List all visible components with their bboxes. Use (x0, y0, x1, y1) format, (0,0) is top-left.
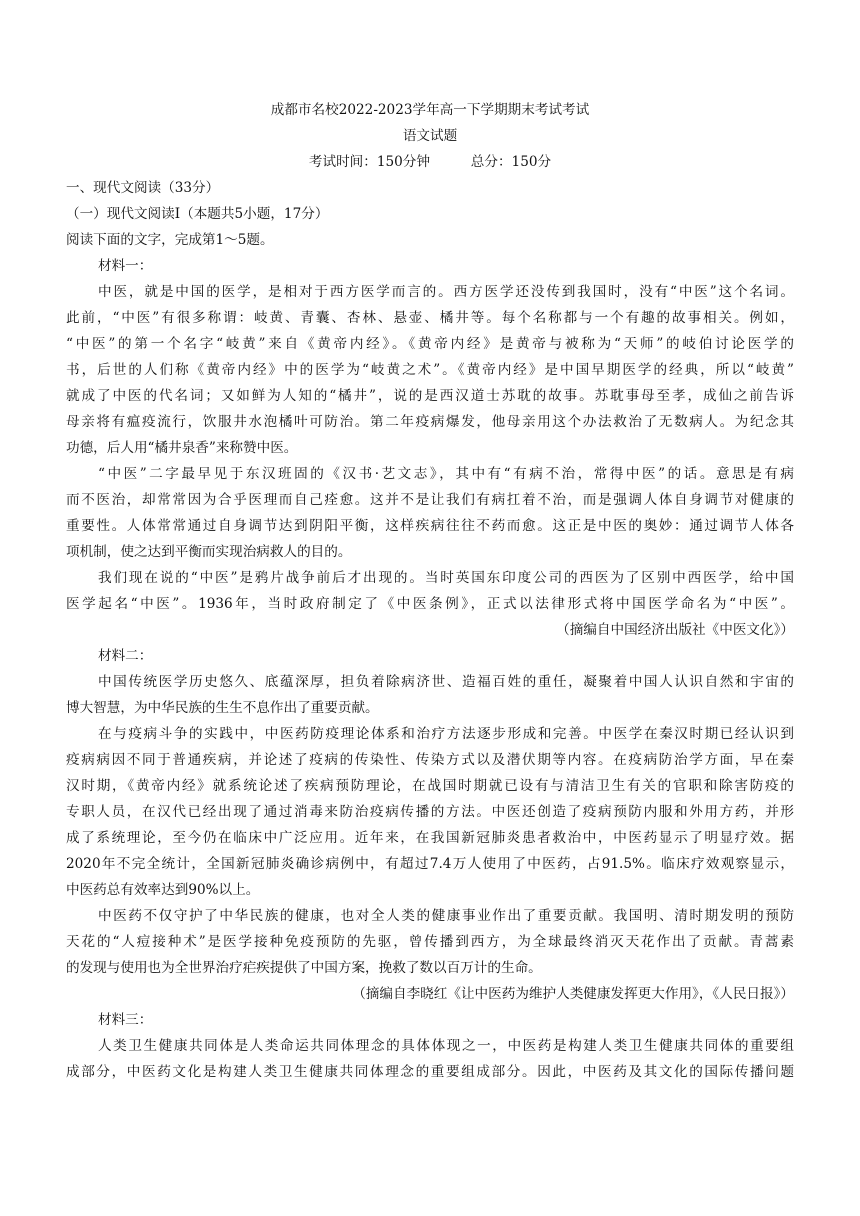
material-label: 材料二： (98, 648, 153, 664)
exam-info: 考试时间：150分钟 总分：150分 (308, 154, 552, 170)
instruction: 阅读下面的文字，完成第1～5题。 (66, 232, 274, 248)
paragraph-line: 医学起名“中医”。1936年，当时政府制定了《中医条例》，正式以法律形式将中国医学命名为“中医”。 (66, 596, 794, 612)
paragraph-line: 我们现在说的“中医”是鸦片战争前后才出现的。当时英国东印度公司的西医为了区别中西医学，给中国 (98, 570, 794, 586)
paragraph-line: 书，后世的人们称《黄帝内经》中的医学为“岐黄之术”。《黄帝内经》是中国早期医学的经典，所以“岐黄” (66, 362, 794, 378)
paragraph-line: 中医，就是中国的医学，是相对于西方医学而言的。西方医学还没传到我国时，没有“中医”这个名词。 (98, 284, 794, 300)
paragraph-line: 成部分，中医药文化是构建人类卫生健康共同体理念的重要组成部分。因此，中医药及其文化的国际传播问题 (66, 1064, 794, 1080)
paragraph-line: 的发现与使用也为全世界治疗疟疾提供了中国方案，挽救了数以百万计的生命。 (66, 960, 542, 976)
paragraph-line: 疫病病因不同于普通疾病，并论述了疫病的传染性、传染方式以及潜伏期等内容。在疫病防治学方面，早在秦 (66, 752, 794, 768)
paragraph-line: 重要性。人体常常通过自身调节达到阴阳平衡，这样疾病往往不药而愈。这正是中医的奥妙：通过调节人体各 (66, 518, 794, 534)
subject-title: 语文试题 (402, 128, 458, 144)
paragraph-line: “中医”的第一个名字“岐黄”来自《黄帝内经》。《黄帝内经》是黄帝与被称为“天师”的岐伯讨论医学的 (66, 336, 794, 352)
paragraph-line: 专职人员，在汉代已经出现了通过消毒来防治疫病传播的方法。中医还创造了疫病预防内服和外用方药，并形 (66, 804, 794, 820)
subsection-heading: （一）现代文阅读Ⅰ（本题共5小题，17分） (66, 206, 329, 222)
section-heading: 一、现代文阅读（33分） (66, 180, 220, 196)
paragraph-line: 此前，“中医”有很多称谓：岐黄、青囊、杏林、悬壶、橘井等。每个名称都与一个有趣的故事相关。例如， (66, 310, 794, 326)
paragraph-line: 天花的“人痘接种术”是医学接种免疫预防的先驱，曾传播到西方，为全球最终消灭天花作出了贡献。青蒿素 (66, 934, 794, 950)
paragraph-line: 中医药总有效率达到90%以上。 (66, 882, 260, 898)
paragraph-line: 中国传统医学历史悠久、底蕴深厚，担负着除病济世、造福百姓的重任，凝聚着中国人认识自然和宇宙的 (98, 674, 794, 690)
paragraph-line: 成了系统理论，至今仍在临床中广泛应用。近年来，在我国新冠肺炎患者救治中，中医药显示了明显疗效。据 (66, 830, 794, 846)
source-citation: （摘编自李晓红《让中医药为维护人类健康发挥更大作用》，《人民日报》） (352, 986, 794, 1002)
paragraph-line: 项机制，使之达到平衡而实现治病救人的目的。 (66, 544, 352, 560)
paragraph-line: 人类卫生健康共同体是人类命运共同体理念的具体体现之一，中医药是构建人类卫生健康共同体的重要组 (98, 1038, 794, 1054)
paragraph-line: 博大智慧，为中华民族的生生不息作出了重要贡献。 (66, 700, 379, 716)
paragraph-line: 而不医治，却常常因为合乎医理而自己痊愈。这并不是让我们有病扛着不治，而是强调人体自身调节对健康的 (66, 492, 794, 508)
paragraph-line: 2020年不完全统计，全国新冠肺炎确诊病例中，有超过7.4万人使用了中医药，占91.5%。临床疗效观察显示， (66, 856, 794, 872)
paragraph-line: 中医药不仅守护了中华民族的健康，也对全人类的健康事业作出了重要贡献。我国明、清时期发明的预防 (98, 908, 794, 924)
paragraph-line: “中医”二字最早见于东汉班固的《汉书·艺文志》，其中有“有病不治，常得中医”的话。意思是有病 (98, 466, 794, 482)
paragraph-line: 母亲将有瘟疫流行，饮服井水泡橘叶可防治。第二年疫病爆发，他母亲用这个办法救治了无数病人。为纪念其 (66, 414, 794, 430)
material-label: 材料一： (98, 258, 153, 274)
exam-title: 成都市名校2022-2023学年高一下学期期末考试考试 (270, 102, 590, 118)
source-citation: （摘编自中国经济出版社《中医文化》） (556, 622, 794, 638)
paragraph-line: 功德，后人用“橘井泉香”来称赞中医。 (66, 440, 298, 456)
paragraph-line: 在与疫病斗争的实践中，中医药防疫理论体系和治疗方法逐步形成和完善。中医学在秦汉时期已经认识到 (98, 726, 794, 742)
paragraph-line: 汉时期，《黄帝内经》就系统论述了疾病预防理论，在战国时期就已设有与清洁卫生有关的官职和除害防疫的 (66, 778, 794, 794)
paragraph-line: 就成了中医的代名词；又如鲜为人知的“橘井”，说的是西汉道士苏耽的故事。苏耽事母至孝，成仙之前告诉 (66, 388, 794, 404)
material-label: 材料三： (98, 1012, 153, 1028)
